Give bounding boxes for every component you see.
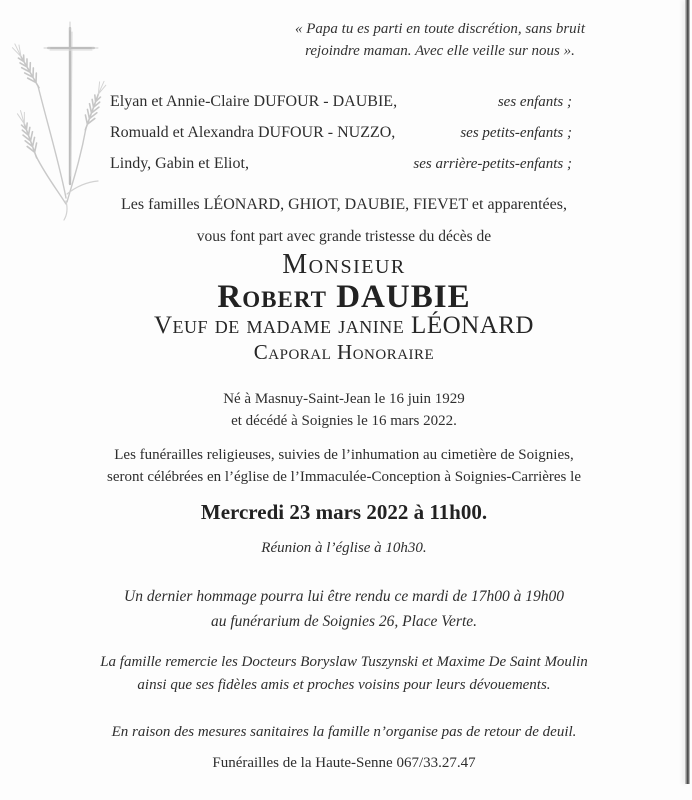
deceased-honorific: Caporal Honoraire	[253, 340, 435, 364]
quote-line-2: rejoindre maman. Avec elle veille sur nous ».	[305, 43, 575, 59]
birth-death-block	[24, 388, 664, 432]
family-list	[110, 93, 572, 186]
family-row-great-grandchildren	[110, 155, 572, 186]
funeral-block	[24, 444, 664, 488]
death-line: et décédé à Soignies le 16 mars 2022.	[231, 413, 457, 429]
funeral-line-2: seront célébrées en l’église de l’Immaculée-Conception à Soignies-Carrières le	[107, 469, 581, 485]
family-relation: ses arrière-petits-enfants ;	[413, 156, 572, 172]
family-names: Elyan et Annie-Claire DUFOUR - DAUBIE,	[110, 93, 398, 110]
birth-line: Né à Masnuy-Saint-Jean le 16 juin 1929	[223, 391, 465, 407]
family-relation: ses petits-enfants ;	[460, 125, 572, 141]
families-line: Les familles LÉONARD, GHIOT, DAUBIE, FIEVET et apparentées,	[121, 196, 567, 213]
ceremony-date: Mercredi 23 mars 2022 à 11h00.	[200, 500, 488, 524]
thanks-line-2: ainsi que ses fidèles amis et proches voisins pour leurs dévouements.	[137, 677, 551, 693]
deceased-widower-line: Veuf de madame janine LÉONARD	[154, 312, 534, 339]
deceased-name: Robert DAUBIE	[217, 279, 471, 315]
sanitary-notice: En raison des mesures sanitaires la famille n’organise pas de retour de deuil.	[111, 724, 577, 740]
quote-line-1: « Papa tu es parti en toute discrétion, sans bruit	[295, 21, 585, 37]
tribute-block	[24, 584, 664, 634]
family-names: Romuald et Alexandra DUFOUR - NUZZO,	[110, 124, 396, 141]
family-row-grandchildren	[110, 124, 572, 155]
scan-edge-line	[685, 0, 690, 784]
announcement-line: vous font part avec grande tristesse du décès de	[196, 228, 492, 245]
family-relation: ses enfants ;	[497, 94, 572, 110]
meeting-line: Réunion à l’église à 10h30.	[261, 540, 427, 556]
thanks-line-1: La famille remercie les Docteurs Boryslaw Tuszynski et Maxime De Saint Moulin	[100, 654, 588, 670]
memorial-quote	[250, 18, 630, 62]
thanks-block	[24, 651, 664, 697]
funeral-home-line: Funérailles de la Haute-Senne 067/33.27.47	[212, 755, 476, 771]
tribute-line-2: au funérarium de Soignies 26, Place Verte.	[210, 613, 478, 630]
deceased-title: Monsieur	[282, 249, 406, 280]
family-names: Lindy, Gabin et Eliot,	[110, 155, 249, 172]
tribute-line-1: Un dernier hommage pourra lui être rendu ce mardi de 17h00 à 19h00	[124, 588, 564, 605]
funeral-line-1: Les funérailles religieuses, suivies de l’inhumation au cimetière de Soignies,	[114, 447, 574, 463]
family-row-children	[110, 93, 572, 124]
